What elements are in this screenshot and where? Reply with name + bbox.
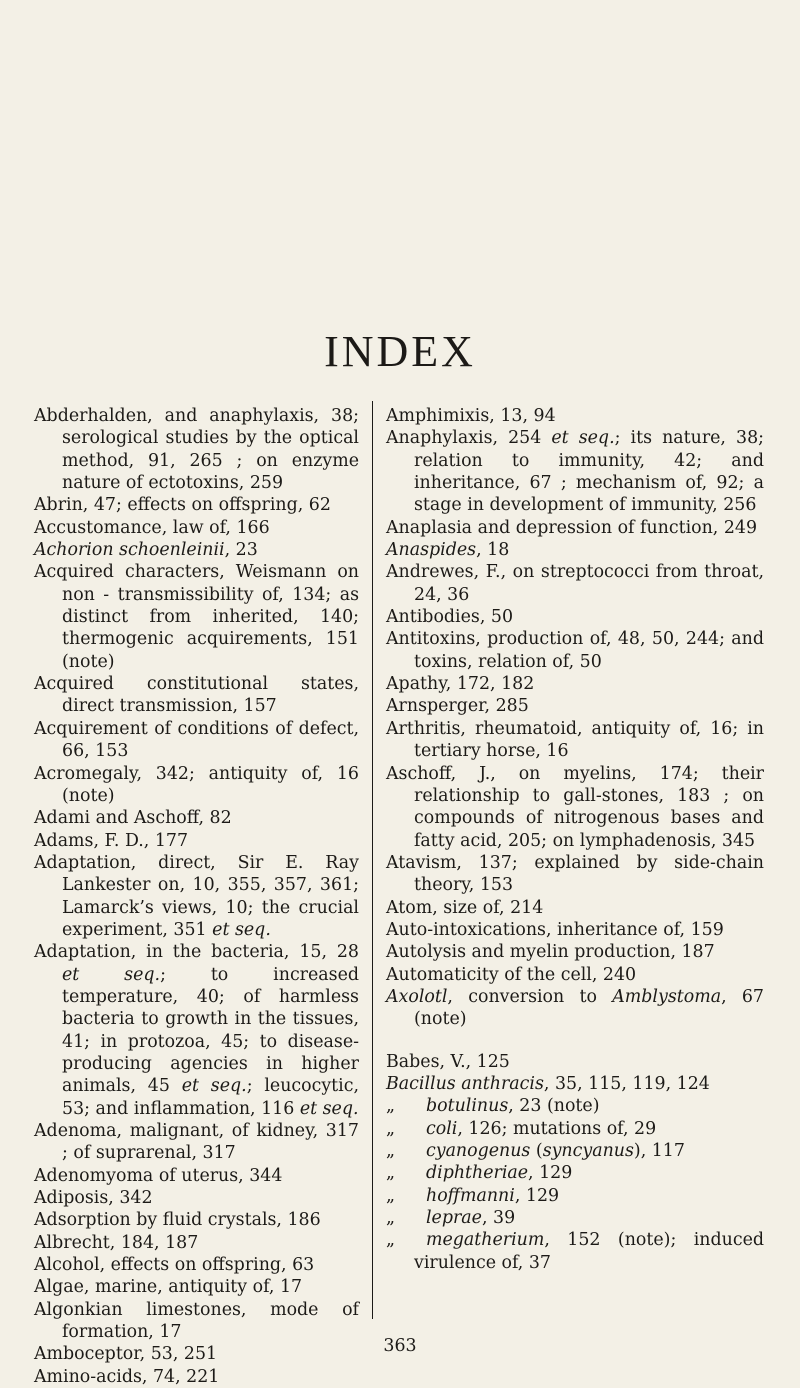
- entry-text: Anaplasia and depression of function, 249: [386, 517, 758, 538]
- ditto-mark: „: [386, 1185, 396, 1206]
- ditto-mark: „: [386, 1141, 396, 1161]
- index-entry: [386, 695, 764, 717]
- entry-text: Anaphylaxis, 254: [386, 428, 552, 449]
- index-entry: [386, 628, 764, 673]
- index-entry: [386, 718, 764, 763]
- index-entry: [386, 405, 764, 427]
- index-entry: [34, 673, 359, 718]
- index-entry: [34, 941, 359, 1120]
- entry-text: , conversion to: [447, 986, 613, 1007]
- entry-text: Algonkian limestones, mode of formation, 17: [34, 1299, 359, 1343]
- italic-text: et seq.: [181, 1076, 247, 1097]
- entry-text: (: [530, 1141, 543, 1161]
- index-entry: [386, 1229, 764, 1274]
- italic-text: megatherium: [426, 1230, 545, 1251]
- italic-text: et seq.: [212, 919, 271, 940]
- entry-text: Adaptation, in the bacteria, 15, 28: [34, 942, 359, 963]
- entry-text: Aschoff, J., on myelins, 174; their relationship to gall-stones, 183 ; on compounds of nitrogenous bases and fatty acid, 205; on lymphadenosis, 345: [386, 763, 764, 851]
- italic-text: Bacillus anthracis: [386, 1073, 544, 1094]
- ditto-mark: „: [386, 1208, 396, 1229]
- entry-text: , 67 (note): [414, 986, 764, 1030]
- index-entry: [34, 1187, 359, 1209]
- index-entry: [386, 673, 764, 695]
- italic-text: et seq.: [299, 1098, 359, 1119]
- ditto-mark: „: [386, 1230, 396, 1251]
- index-entry: [386, 1140, 764, 1162]
- entry-text: Atom, size of, 214: [386, 897, 544, 918]
- entry-text: , 129: [528, 1163, 573, 1184]
- entry-text: Abderhalden, and anaphylaxis, 38; serological studies by the optical method, 91, 265 ; on enzyme nature of ectotoxins, 259: [34, 406, 359, 494]
- entry-text: , 18: [476, 540, 510, 561]
- index-entry: [386, 1118, 764, 1140]
- entry-text: Arthritis, rheumatoid, antiquity of, 16; in tertiary horse, 16: [386, 718, 764, 762]
- index-entry: [34, 1366, 359, 1388]
- index-column-right: [386, 405, 764, 1274]
- italic-text: coli: [426, 1118, 458, 1139]
- index-entry: [386, 941, 764, 963]
- entry-text: ; to increased temperature, 40; of harmless bacteria to growth in the tissues, 41; in protozoa, 45; to disease-producing agencies in higher animals, 45: [62, 964, 359, 1097]
- index-entry: [386, 561, 764, 606]
- entry-text: ; leucocytic, 53; and inflammation, 116: [62, 1076, 359, 1119]
- entry-text: Antitoxins, production of, 48, 50, 244; and toxins, relation of, 50: [386, 629, 764, 672]
- index-entry: [386, 517, 764, 539]
- index-entry: [34, 852, 359, 941]
- index-entry: [34, 539, 359, 561]
- entry-text: , 23: [224, 540, 258, 561]
- ditto-mark: „: [386, 1118, 396, 1139]
- italic-text: et seq.: [62, 964, 161, 985]
- page-number: 363: [383, 1336, 417, 1356]
- entry-text: Adami and Aschoff, 82: [34, 808, 232, 829]
- italic-text: Amblystoma: [612, 986, 722, 1007]
- entry-text: , 129: [514, 1185, 560, 1206]
- entry-text: Amboceptor, 53, 251: [34, 1344, 218, 1365]
- index-entry: [386, 427, 764, 516]
- entry-text: Adenoma, malignant, of kidney, 317 ; of suprarenal, 317: [34, 1121, 359, 1164]
- index-entry: [386, 539, 764, 561]
- entry-text: ), 117: [633, 1141, 685, 1161]
- index-entry: [386, 606, 764, 628]
- index-entry: [34, 1254, 359, 1276]
- index-entry: [34, 405, 359, 494]
- entry-text: Alcohol, effects on offspring, 63: [34, 1255, 315, 1276]
- entry-text: Acquirement of conditions of defect, 66, 153: [34, 718, 359, 762]
- entry-text: Apathy, 172, 182: [386, 674, 535, 695]
- index-entry: [34, 561, 359, 673]
- index-entry: [386, 1095, 764, 1117]
- ditto-mark: „: [386, 1163, 396, 1184]
- italic-text: Axolotl: [386, 986, 448, 1007]
- italic-text: Anaspides: [386, 540, 477, 561]
- index-entry: [386, 763, 764, 852]
- index-entry: [386, 1185, 764, 1207]
- entry-text: Acquired constitutional states, direct transmission, 157: [34, 674, 359, 717]
- ditto-mark: „: [386, 1096, 396, 1117]
- entry-text: , 35, 115, 119, 124: [543, 1073, 710, 1094]
- entry-text: Accustomance, law of, 166: [34, 517, 270, 538]
- entry-text: , 126; mutations of, 29: [457, 1118, 657, 1139]
- italic-text: cyanogenus: [426, 1141, 531, 1161]
- italic-text: leprae: [426, 1208, 482, 1229]
- entry-text: , 39: [481, 1208, 516, 1229]
- index-entry: [386, 1051, 764, 1073]
- index-entry: [386, 964, 764, 986]
- italic-text: botulinus: [426, 1096, 509, 1117]
- entry-text: Auto-intoxications, inheritance of, 159: [386, 919, 724, 940]
- index-entry: [34, 1209, 359, 1231]
- index-entry: [34, 807, 359, 829]
- index-entry: [386, 852, 764, 897]
- entry-text: Adsorption by fluid crystals, 186: [34, 1210, 321, 1231]
- index-entry: [34, 1232, 359, 1254]
- entry-text: Babes, V., 125: [386, 1051, 510, 1072]
- entry-text: Autolysis and myelin production, 187: [386, 942, 715, 963]
- italic-text: diphtheriae: [426, 1163, 529, 1184]
- entry-text: Acromegaly, 342; antiquity of, 16 (note): [34, 763, 359, 806]
- index-entry: [386, 897, 764, 919]
- entry-text: Algae, marine, antiquity of, 17: [34, 1277, 303, 1298]
- index-entry: [386, 1073, 764, 1095]
- entry-text: , 23 (note): [508, 1096, 600, 1117]
- index-entry: [34, 517, 359, 539]
- index-entry: [386, 919, 764, 941]
- index-entry: [34, 1120, 359, 1165]
- entry-text: Amino-acids, 74, 221: [34, 1366, 220, 1387]
- entry-text: Adaptation, direct, Sir E. Ray Lankester on, 10, 355, 357, 361; Lamarck’s views, 10; the crucial experiment, 351: [34, 852, 359, 940]
- index-entry: [386, 986, 764, 1031]
- index-entry: [34, 1165, 359, 1187]
- italic-text: syncyanus: [542, 1141, 634, 1161]
- index-entry: [34, 763, 359, 808]
- index-entry: [386, 1162, 764, 1184]
- italic-text: et seq.: [551, 428, 615, 449]
- entry-text: Abrin, 47; effects on offspring, 62: [34, 495, 331, 516]
- index-column-left: [34, 405, 359, 1388]
- italic-text: Achorion schoenleinii: [34, 540, 225, 561]
- entry-text: Acquired characters, Weismann on non - transmissibility of, 134; as distinct from inherited, 140; thermogenic acquirements, 151 (note): [34, 562, 359, 672]
- index-entry: [34, 494, 359, 516]
- entry-text: Automaticity of the cell, 240: [386, 964, 637, 985]
- entry-text: , 152 (note); induced virulence of, 37: [414, 1230, 764, 1273]
- entry-text: Andrewes, F., on streptococci from throat, 24, 36: [386, 562, 764, 605]
- page-title: INDEX: [324, 327, 476, 376]
- entry-text: ; its nature, 38; relation to immunity, 42; and inheritance, 67 ; mechanism of, 92; a stage in development of immunity, 256: [414, 428, 765, 516]
- index-entry: [386, 1207, 764, 1229]
- entry-text: Amphimixis, 13, 94: [386, 406, 556, 426]
- entry-text: Antibodies, 50: [386, 607, 514, 628]
- index-entry: [34, 830, 359, 852]
- index-entry: [34, 1276, 359, 1298]
- entry-text: Adenomyoma of uterus, 344: [34, 1165, 283, 1186]
- index-entry: [34, 718, 359, 763]
- entry-text: Atavism, 137; explained by side-chain theory, 153: [386, 852, 764, 896]
- column-divider: [372, 401, 373, 1319]
- entry-text: Adams, F. D., 177: [34, 830, 189, 851]
- entry-text: Adiposis, 342: [34, 1188, 153, 1209]
- italic-text: hoffmanni: [426, 1185, 515, 1206]
- entry-text: Arnsperger, 285: [386, 696, 529, 717]
- entry-text: Albrecht, 184, 187: [34, 1232, 199, 1253]
